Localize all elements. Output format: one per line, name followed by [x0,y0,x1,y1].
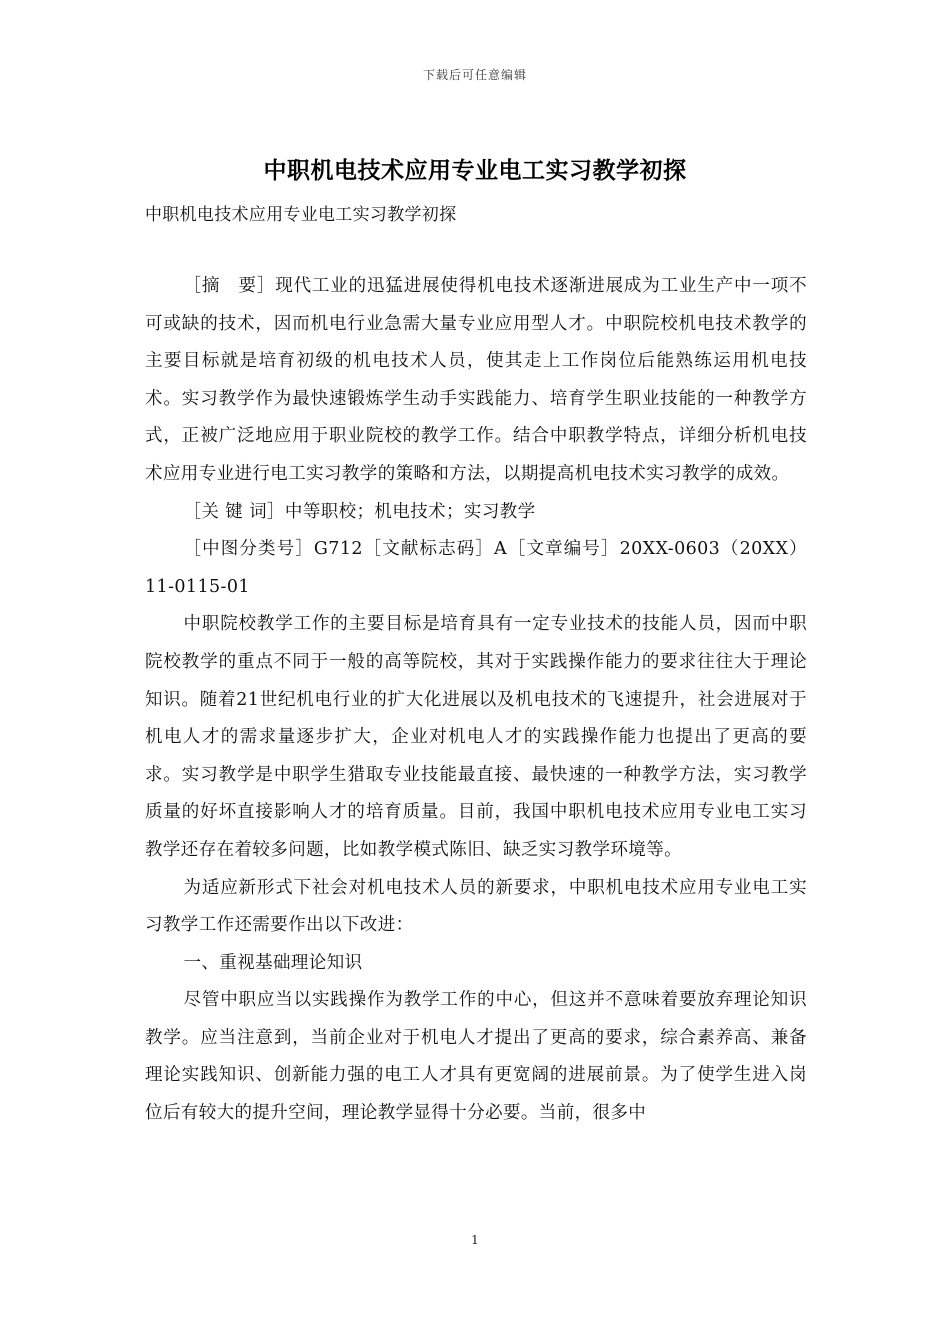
abstract-paragraph: ［摘 要］现代工业的迅猛进展使得机电技术逐渐进展成为工业生产中一项不可或缺的技术，因而机电行业急需大量专业应用型人才。中职院校机电技术教学的主要目标就是培育初级的机电技术人员，使其走上工作岗位后能熟练运用机电技术。实习教学作为最快速锻炼学生动手实践能力、培育学生职业技能的一种教学方式，正被广泛地应用于职业院校的教学工作。结合中职教学特点，详细分析机电技术应用专业进行电工实习教学的策略和方法，以期提高机电技术实习教学的成效。 [145,276,807,484]
section-heading: 一、重视基础理论知识 [183,952,363,973]
keywords-paragraph: ［关 键 词］中等职校；机电技术；实习教学 [183,501,536,522]
body-paragraph: 尽管中职应当以实践操作为教学工作的中心，但这并不意味着要放弃理论知识教学。应当注意到，当前企业对于机电人才提出了更高的要求，综合素养高、兼备理论实践知识、创新能力强的电工人才具有更宽阔的进展前景。为了使学生进入岗位后有较大的提升空间，理论教学显得十分必要。当前，很多中 [145,990,807,1124]
page-header-note: 下载后可任意编辑 [422,68,527,82]
classification-paragraph: ［中图分类号］G712［文献标志码］A［文章编号］20XX-0603（20XX）11-0115-01 [145,539,807,597]
body-paragraph: 为适应新形式下社会对机电技术人员的新要求，中职机电技术应用专业电工实习教学工作还需要作出以下改进： [145,877,807,936]
body-paragraph: 中职院校教学工作的主要目标是培育具有一定专业技术的技能人员，因而中职院校教学的重点不同于一般的高等院校，其对于实践操作能力的要求往往大于理论知识。随着21世纪机电行业的扩大化进展以及机电技术的飞速提升，社会进展对于机电人才的需求量逐步扩大，企业对机电人才的实践操作能力也提出了更高的要求。实习教学是中职学生猎取专业技能最直接、最快速的一种教学方法，实习教学质量的好坏直接影响人才的培育质量。目前，我国中职机电技术应用专业电工实习教学还存在着较多问题，比如教学模式陈旧、缺乏实习教学环境等。 [145,614,807,860]
document-body [145,268,807,1133]
page-number: 1 [471,1233,479,1247]
document-title: 中职机电技术应用专业电工实习教学初探 [263,158,687,184]
document-subtitle: 中职机电技术应用专业电工实习教学初探 [145,205,457,225]
